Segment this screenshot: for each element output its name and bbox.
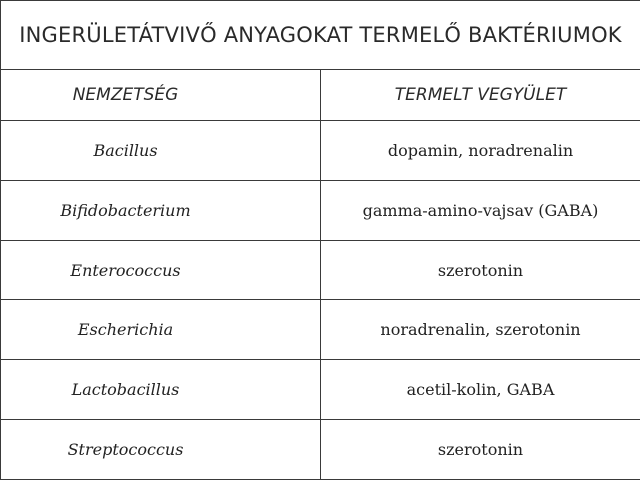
genus-label: Streptococcus [67, 440, 184, 460]
table-title: INGERÜLETÁTVIVŐ ANYAGOKAT TERMELŐ BAKTÉRIUMOK [1, 1, 640, 70]
table-row [1, 300, 640, 360]
compound-cell: acetil-kolin, GABA [321, 360, 640, 420]
genus-cell [1, 240, 321, 300]
genus-cell [1, 420, 321, 480]
genus-label: Escherichia [77, 320, 174, 340]
genus-cell [1, 360, 321, 420]
compound-cell: gamma-amino-vajsav (GABA) [321, 180, 640, 240]
table-row [1, 420, 640, 480]
compound-cell: dopamin, noradrenalin [321, 121, 640, 181]
table-row [1, 180, 640, 240]
genus-cell [1, 180, 321, 240]
table-header-row [1, 70, 640, 121]
genus-label: Bacillus [93, 140, 158, 160]
compound-cell: szerotonin [321, 240, 640, 300]
genus-label: Lactobacillus [71, 380, 180, 400]
genus-cell [1, 121, 321, 181]
table-title-row [1, 1, 640, 70]
header-genus-label: NEMZETSÉG [72, 85, 179, 105]
genus-label: Bifidobacterium [60, 200, 191, 220]
table-row [1, 360, 640, 420]
genus-cell [1, 300, 321, 360]
table-row [1, 240, 640, 300]
table-row [1, 121, 640, 181]
genus-label: Enterococcus [70, 260, 181, 280]
compound-cell: szerotonin [321, 420, 640, 480]
compound-cell: noradrenalin, szerotonin [321, 300, 640, 360]
header-compound: TERMELT VEGYÜLET [321, 70, 640, 121]
header-genus [1, 70, 321, 121]
